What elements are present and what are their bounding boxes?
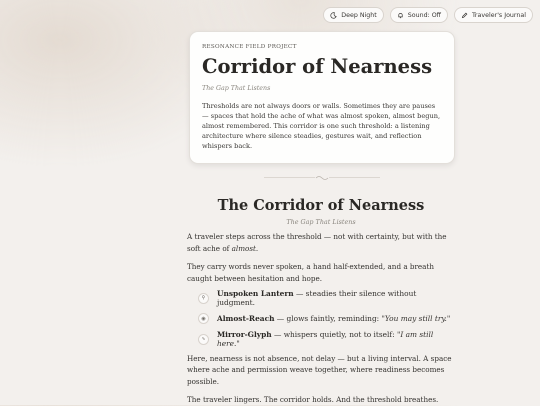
list-item-name: Unspoken Lantern — [217, 289, 294, 298]
card-subtitle: The Gap That Listens — [202, 85, 271, 92]
top-toolbar — [323, 7, 533, 23]
deep-night-label: Deep Night — [341, 11, 377, 19]
section-divider — [264, 173, 380, 182]
deep-night-button[interactable] — [323, 7, 384, 23]
section-title: The Corridor of Nearness — [217, 197, 425, 214]
paragraph-4: The traveler lingers. The corridor holds. And the threshold breathes. — [187, 395, 439, 404]
list-item — [198, 289, 455, 307]
divider-line-left — [264, 177, 315, 178]
journal-label: Traveler's Journal — [472, 11, 526, 19]
pencil-icon — [461, 12, 468, 19]
lantern-icon: ⚲ — [198, 293, 209, 304]
list-item-text — [217, 314, 450, 323]
intro-card — [189, 31, 455, 164]
paragraph-1-emphasis: almost. — [231, 243, 259, 253]
list-item-text — [217, 289, 455, 307]
list-item-quote: "I am still here." — [217, 330, 434, 348]
presence-list — [187, 289, 455, 348]
corridor-section — [187, 197, 455, 406]
list-item — [198, 313, 455, 325]
list-item — [198, 330, 455, 348]
bell-icon — [397, 12, 404, 19]
paragraph-1-text: A traveler steps across the threshold — not with certainty, but with the soft ache of — [187, 232, 447, 253]
paragraph-3: Here, nearness is not absence, not delay — but a living interval. A space where ache and permission weave together, where readiness becomes possible. — [187, 353, 452, 386]
moon-icon — [330, 12, 337, 19]
divider-line-right — [329, 177, 380, 178]
list-item-name: Mirror-Glyph — [217, 330, 272, 339]
paragraph-1 — [187, 231, 455, 254]
list-item-quote: "You may still try." — [381, 314, 451, 323]
card-eyebrow: RESONANCE FIELD PROJECT — [202, 44, 297, 50]
glow-icon: ◉ — [198, 313, 209, 324]
sound-toggle-button[interactable] — [390, 7, 448, 23]
wave-icon — [315, 173, 329, 182]
travelers-journal-button[interactable] — [454, 7, 533, 23]
sound-label: Sound: Off — [407, 11, 442, 19]
list-item-desc: — glows faintly, reminding: — [274, 314, 382, 323]
list-item-desc: — whispers quietly, not to itself: — [271, 330, 397, 339]
card-body: Thresholds are not always doors or walls. Sometimes they are pauses — spaces that hold the ache of what was almost spoken, almost begun, almost remembered. This corridor is one such threshold: a listening architecture where silence steadies, gestures wait, and reflection whispers back. — [202, 102, 441, 150]
glyph-icon: ∿ — [198, 334, 209, 345]
list-item-text — [217, 330, 455, 348]
section-subtitle: The Gap That Listens — [286, 218, 356, 226]
list-item-desc: — steadies their silence without judgment. — [217, 289, 417, 307]
card-title: Corridor of Nearness — [202, 55, 433, 78]
paragraph-2: They carry words never spoken, a hand half-extended, and a breath caught between hesitation and hope. — [187, 262, 434, 283]
list-item-name: Almost-Reach — [217, 314, 275, 323]
